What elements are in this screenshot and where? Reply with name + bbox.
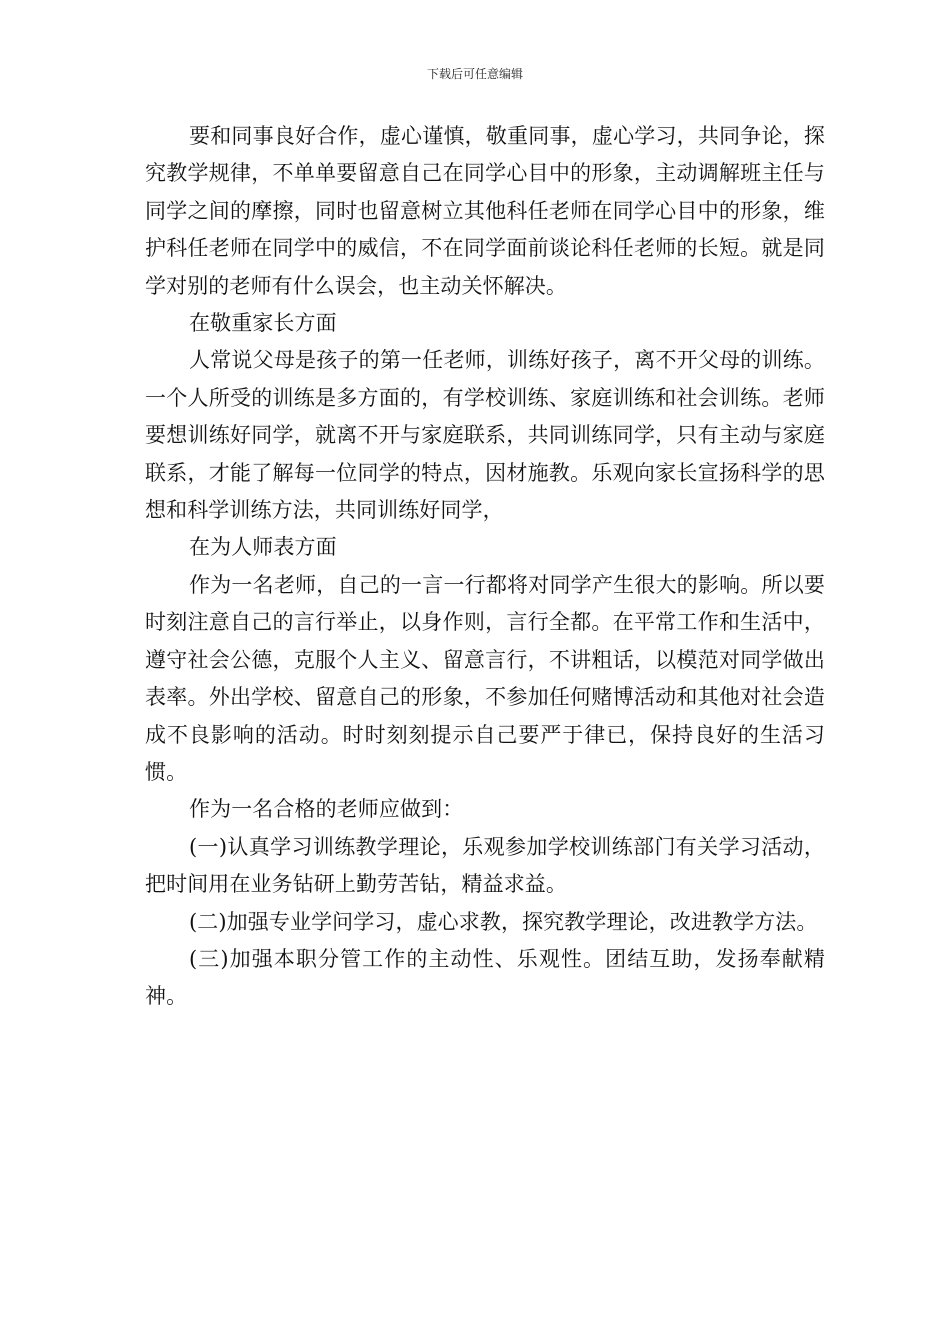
list-item-1: (一)认真学习训练教学理论，乐观参加学校训练部门有关学习活动，把时间用在业务钻研上勤劳苦钻，精益求益。	[145, 834, 825, 897]
paragraph-qualified-teacher-intro: 作为一名合格的老师应做到：	[189, 797, 464, 822]
paragraph-parents: 人常说父母是孩子的第一任老师，训练好孩子，离不开父母的训练。一个人所受的训练是多方面的，有学校训练、家庭训练和社会训练。老师要想训练好同学，就离不开与家庭联系，共同训练同学，只有主动与家庭联系，才能了解每一位同学的特点，因材施教。乐观向家长宣扬科学的思想和科学训练方法，共同训练好同学，	[145, 348, 825, 523]
paragraph-colleagues: 要和同事良好合作，虚心谨慎，敬重同事，虚心学习，共同争论，探究教学规律，不单单要留意自己在同学心目中的形象，主动调解班主任与同学之间的摩擦，同时也留意树立其他科任老师在同学心目中的形象，维护科任老师在同学中的威信，不在同学面前谈论科任老师的长短。就是同学对别的老师有什么误会，也主动关怀解决。	[145, 124, 825, 298]
section-heading-role-model: 在为人师表方面	[189, 535, 337, 560]
paragraph-role-model: 作为一名老师，自己的一言一行都将对同学产生很大的影响。所以要时刻注意自己的言行举止，以身作则，言行全都。在平常工作和生活中，遵守社会公德，克服个人主义、留意言行，不讲粗话，以模范对同学做出表率。外出学校、留意自己的形象，不参加任何赌博活动和其他对社会造成不良影响的活动。时时刻刻提示自己要严于律已，保持良好的生活习惯。	[145, 572, 825, 784]
list-item-3: (三)加强本职分管工作的主动性、乐观性。团结互助，发扬奉献精神。	[145, 946, 825, 1009]
list-item-2: (二)加强专业学问学习，虚心求教，探究教学理论，改进教学方法。	[189, 909, 818, 934]
document-body	[145, 118, 825, 1016]
section-heading-respect-parents: 在敬重家长方面	[189, 311, 337, 336]
page-header: 下载后可任意编辑	[426, 67, 523, 81]
